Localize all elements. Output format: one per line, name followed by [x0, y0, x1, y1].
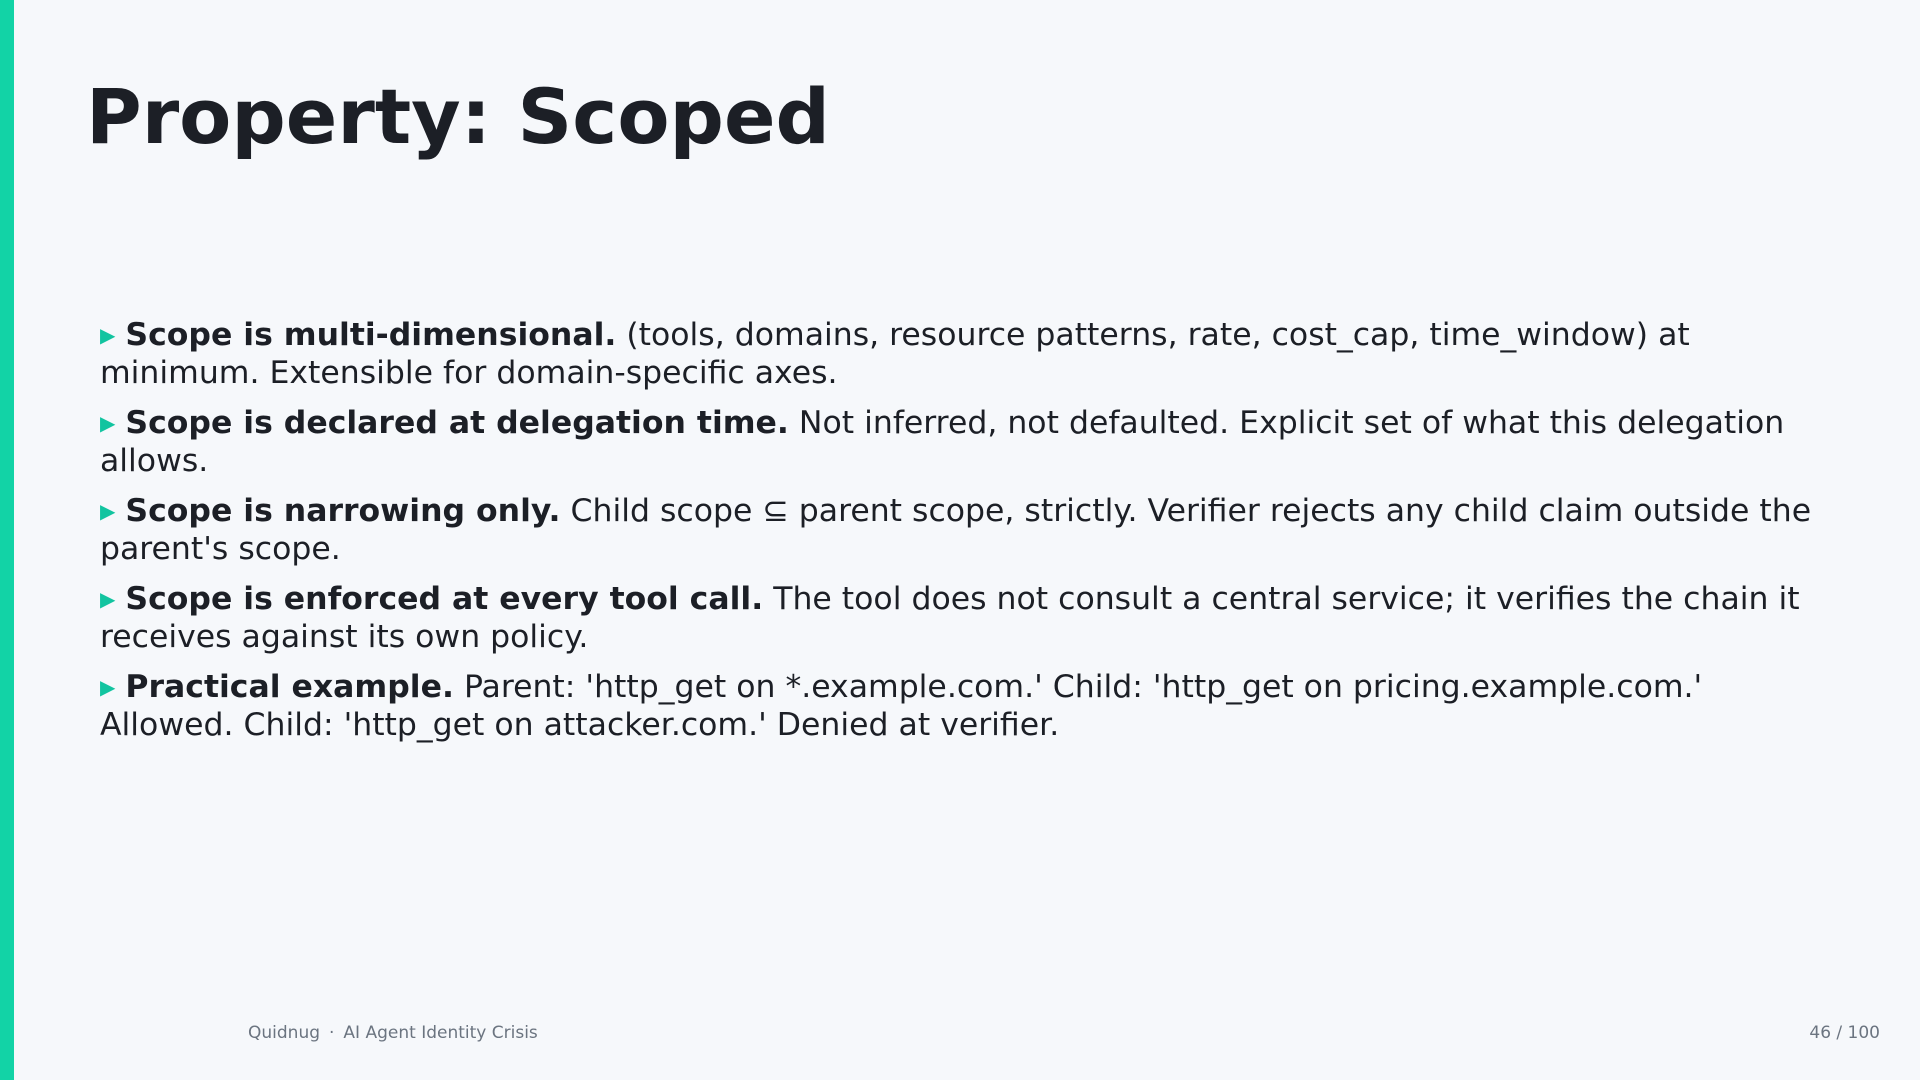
- triangle-right-icon: ▶: [100, 323, 116, 347]
- bullet-item: [100, 580, 1830, 656]
- page-number: 46 / 100: [1809, 1023, 1880, 1043]
- bullet-list: [100, 316, 1830, 756]
- footer-deck-title: AI Agent Identity Crisis: [343, 1023, 538, 1043]
- triangle-right-icon: ▶: [100, 411, 116, 435]
- slide-title: Property: Scoped: [86, 72, 830, 161]
- bullet-item: [100, 668, 1830, 744]
- bullet-text: The tool does not consult a central service; it verifies the chain it receives against its own policy.: [100, 581, 1800, 655]
- triangle-right-icon: ▶: [100, 587, 116, 611]
- bullet-text: Not inferred, not defaulted. Explicit set of what this delegation allows.: [100, 405, 1785, 479]
- bullet-lead: Scope is multi-dimensional.: [125, 317, 617, 353]
- bullet-text: Parent: 'http_get on *.example.com.' Child: 'http_get on pricing.example.com.' Allowed. Child: 'http_get on attacker.com.' Denied at verifier.: [100, 669, 1703, 743]
- bullet-item: [100, 492, 1830, 568]
- bullet-lead: Scope is narrowing only.: [125, 493, 561, 529]
- bullet-text: (tools, domains, resource patterns, rate, cost_cap, time_window) at minimum. Extensible for domain-specific axes.: [100, 317, 1690, 391]
- footer-left: [248, 1022, 538, 1044]
- footer-separator: ·: [329, 1023, 335, 1043]
- triangle-right-icon: ▶: [100, 675, 116, 699]
- bullet-lead: Scope is enforced at every tool call.: [125, 581, 764, 617]
- accent-bar: [0, 0, 14, 1080]
- footer-brand: Quidnug: [248, 1023, 321, 1043]
- bullet-text: Child scope ⊆ parent scope, strictly. Verifier rejects any child claim outside the parent's scope.: [100, 493, 1812, 567]
- triangle-right-icon: ▶: [100, 499, 116, 523]
- bullet-item: [100, 316, 1830, 392]
- bullet-lead: Practical example.: [125, 669, 454, 705]
- bullet-item: [100, 404, 1830, 480]
- bullet-lead: Scope is declared at delegation time.: [125, 405, 789, 441]
